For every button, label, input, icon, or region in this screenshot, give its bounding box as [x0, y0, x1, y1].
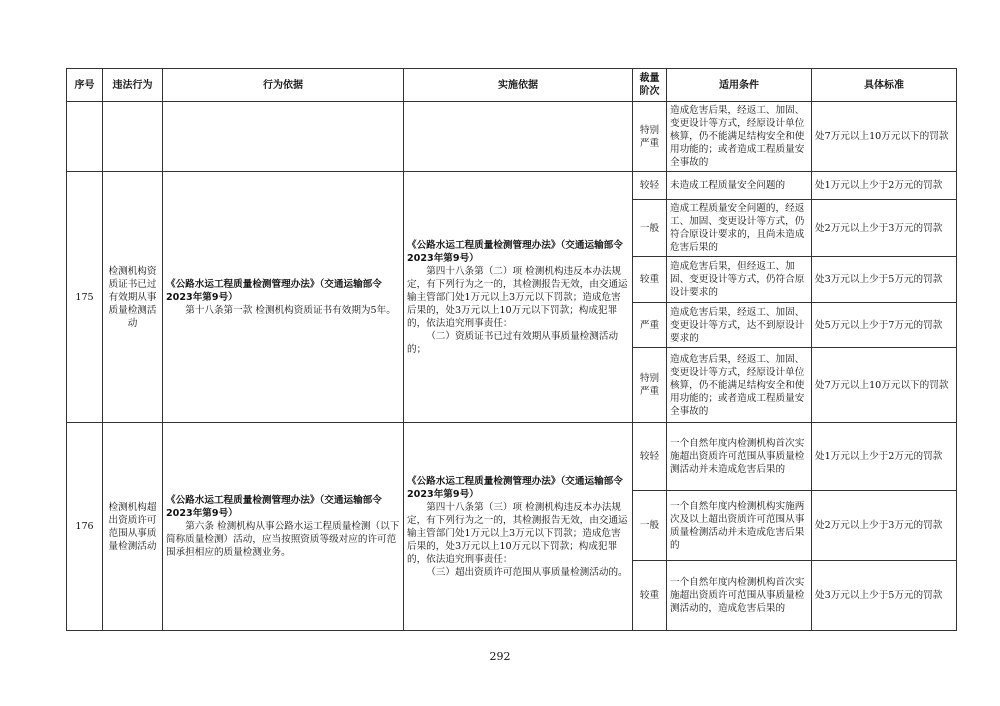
cell-cond: 一个自然年度内检测机构首次实施超出资质许可范围从事质量检测活动并未造成危害后果的: [667, 423, 812, 491]
impl-text: 第四十八条第（三）项 检测机构违反本办法规定，有下列行为之一的，其检测报告无效，由交通运输主管部门处1万元以上3万元以下罚款；造成危害后果的，处3万元以上10万元以下罚款；构成犯罪的，依法追究刑事责任：: [407, 501, 628, 565]
cell-basis: [163, 102, 404, 172]
basis-title: 《公路水运工程质量检测管理办法》（交通运输部令2023年第9号）: [166, 495, 382, 519]
cell-seq: 175: [67, 172, 103, 423]
cell-level: 较轻: [633, 423, 667, 491]
cell-cond: 造成危害后果，经返工、加固、变更设计等方式，经原设计单位核算，仍不能满足结构安全和使用功能的；或者造成工程质量安全事故的: [667, 348, 812, 423]
cell-level: 较重: [633, 561, 667, 631]
col-impl: 实施依据: [404, 69, 633, 102]
cell-cond: 造成危害后果，经返工、加固、变更设计等方式，达不到原设计要求的: [667, 303, 812, 348]
cell-level: 较轻: [633, 172, 667, 200]
cell-std: 处2万元以上少于3万元的罚款: [812, 200, 957, 257]
cell-std: 处7万元以上10万元以下的罚款: [812, 348, 957, 423]
cell-level: 一般: [633, 491, 667, 561]
table-row: [67, 102, 957, 172]
table-row: [67, 423, 957, 491]
cell-impl: [404, 102, 633, 172]
impl-item: （二）资质证书已过有效期从事质量检测活动的；: [407, 330, 619, 355]
page-number: 292: [489, 650, 511, 663]
basis-text: 第十八条第一款 检测机构资质证书有效期为5年。: [185, 304, 396, 316]
basis-text: 第六条 检测机构从事公路水运工程质量检测（以下简称质量检测）活动，应当按照资质等级对应的许可范围承担相应的质量检测业务。: [166, 521, 400, 558]
impl-title: 《公路水运工程质量检测管理办法》（交通运输部令2023年第9号）: [407, 475, 623, 500]
cell-std: 处2万元以上少于3万元的罚款: [812, 491, 957, 561]
cell-act: [103, 102, 163, 172]
cell-level: 严重: [633, 303, 667, 348]
col-basis: 行为依据: [163, 69, 404, 102]
impl-item: （三）超出资质许可范围从事质量检测活动的。: [426, 566, 628, 578]
table-row: [67, 172, 957, 200]
cell-seq: [67, 102, 103, 172]
col-seq: 序号: [67, 69, 103, 102]
cell-std: 处1万元以上少于2万元的罚款: [812, 423, 957, 491]
cell-cond: 一个自然年度内检测机构实施两次及以上超出资质许可范围从事质量检测活动并未造成危害后果的: [667, 491, 812, 561]
cell-act: 检测机构超出资质许可范围从事质量检测活动: [103, 423, 163, 631]
col-act: 违法行为: [103, 69, 163, 102]
cell-impl: [404, 172, 633, 423]
cell-level: 较重: [633, 257, 667, 303]
cell-cond: 造成危害后果，但经返工、加固、变更设计等方式，仍符合原设计要求的: [667, 257, 812, 303]
penalty-table: [66, 68, 957, 631]
cell-seq: 176: [67, 423, 103, 631]
cell-level: 特别严重: [633, 348, 667, 423]
cell-level: 一般: [633, 200, 667, 257]
cell-std: 处3万元以上少于5万元的罚款: [812, 561, 957, 631]
cell-cond: 造成工程质量安全问题的，经返工、加固、变更设计等方式，仍符合原设计要求的，且尚未造成危害后果的: [667, 200, 812, 257]
cell-impl: [404, 423, 633, 631]
cell-act: 检测机构资质证书已过有效期从事质量检测活动: [103, 172, 163, 423]
cell-cond: 未造成工程质量安全问题的: [667, 172, 812, 200]
cell-std: 处1万元以上少于2万元的罚款: [812, 172, 957, 200]
header-row: [67, 69, 957, 102]
basis-title: 《公路水运工程质量检测管理办法》（交通运输部令2023年第9号）: [166, 278, 382, 303]
impl-text: 第四十八条第（二）项 检测机构违反本办法规定，有下列行为之一的，其检测报告无效，由交通运输主管部门处1万元以上3万元以下罚款；造成危害后果的，处3万元以上10万元以下罚款；构成犯罪的，依法追究刑事责任：: [407, 265, 628, 329]
cell-std: 处7万元以上10万元以下的罚款: [812, 102, 957, 172]
col-cond: 适用条件: [667, 69, 812, 102]
cell-cond: 一个自然年度内检测机构首次实施超出资质许可范围从事质量检测活动的，造成危害后果的: [667, 561, 812, 631]
cell-cond: 造成危害后果，经返工、加固、变更设计等方式，经原设计单位核算，仍不能满足结构安全和使用功能的；或者造成工程质量安全事故的: [667, 102, 812, 172]
cell-basis: [163, 172, 404, 423]
col-level: 裁量阶次: [633, 69, 667, 102]
cell-level: 特别严重: [633, 102, 667, 172]
cell-std: 处3万元以上少于5万元的罚款: [812, 257, 957, 303]
col-std: 具体标准: [812, 69, 957, 102]
impl-title: 《公路水运工程质量检测管理办法》（交通运输部令2023年第9号）: [407, 239, 623, 264]
cell-std: 处5万元以上少于7万元的罚款: [812, 303, 957, 348]
cell-basis: [163, 423, 404, 631]
